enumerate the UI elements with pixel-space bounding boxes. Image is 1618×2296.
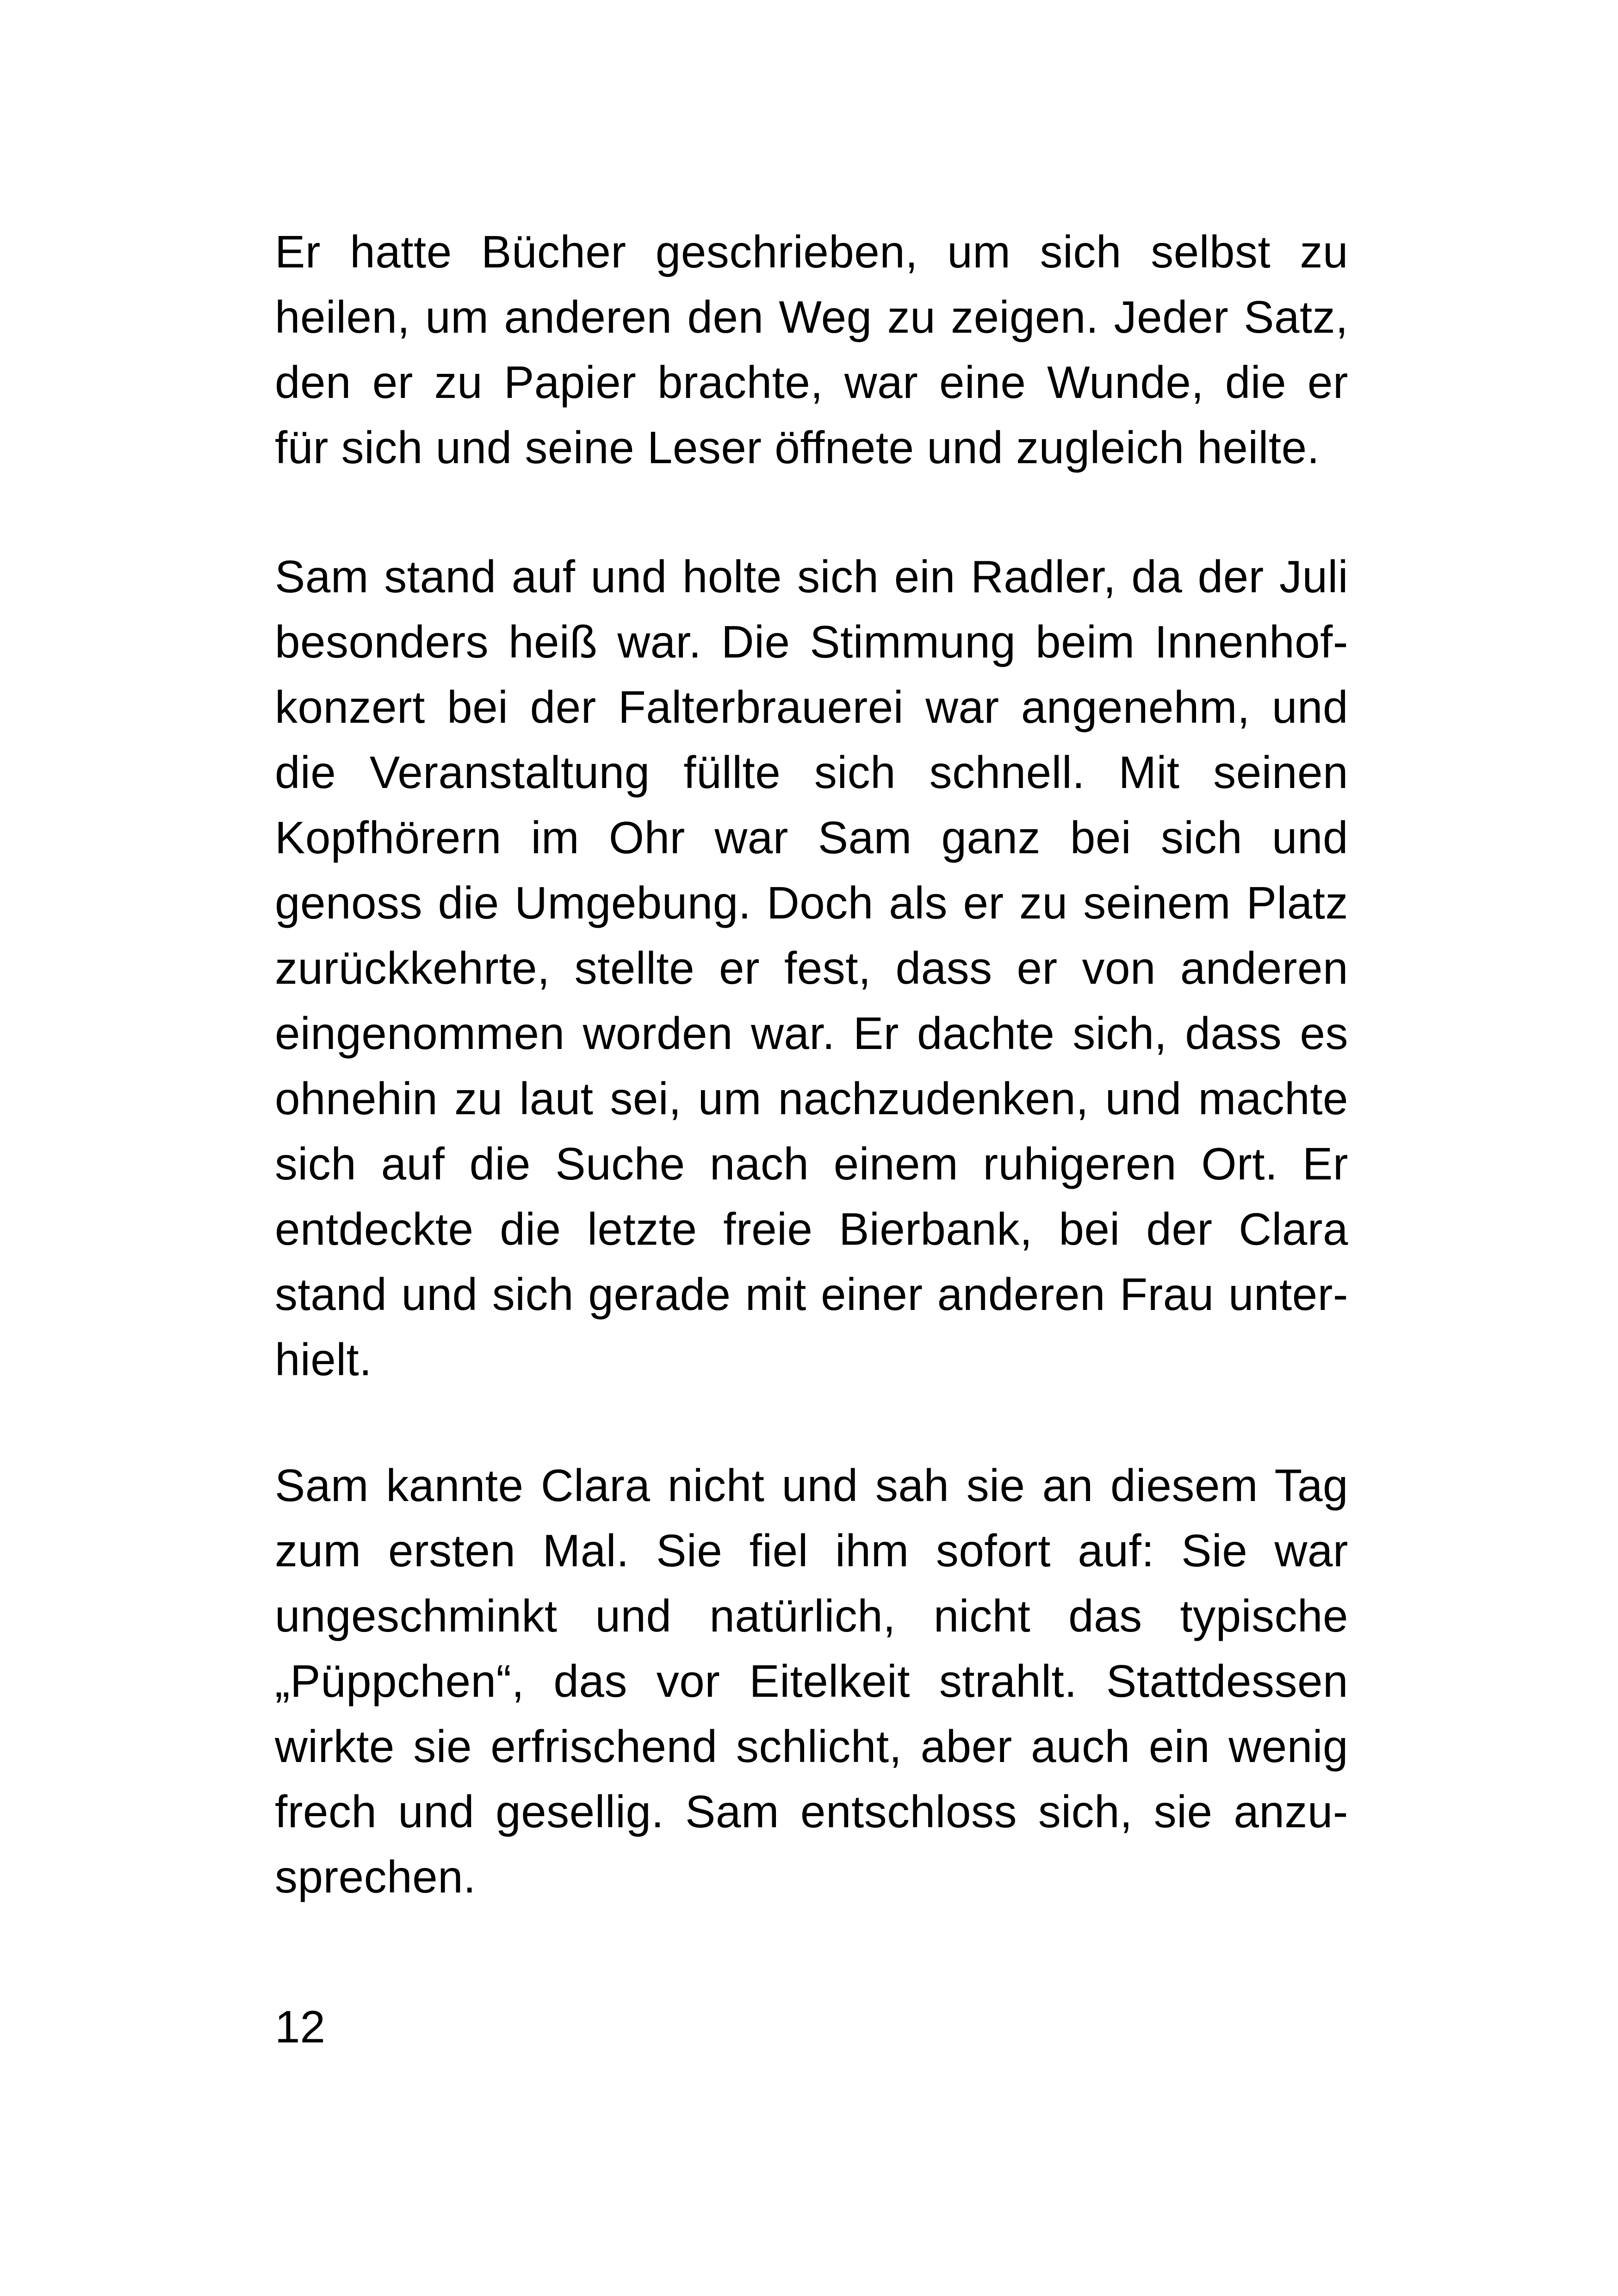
text-line: besonders heiß war. Die Stimmung beim Innenhof- [275, 616, 1348, 667]
page-number: 12 [275, 2001, 326, 2052]
paragraph-2 [275, 544, 1348, 1392]
text-line: konzert bei der Falterbrauerei war angenehm, und [275, 682, 1348, 732]
text-line: Sam stand auf und holte sich ein Radler, da der Juli [275, 551, 1348, 602]
text-line: sprechen. [275, 1851, 476, 1902]
text-line: ohnehin zu laut sei, um nachzudenken, und machte [275, 1073, 1348, 1124]
text-line: Kopfhörern im Ohr war Sam ganz bei sich und [275, 812, 1348, 863]
text-line: hielt. [275, 1334, 372, 1385]
text-line: „Püppchen“, das vor Eitelkeit strahlt. Stattdessen [275, 1656, 1348, 1706]
text-line: zurückkehrte, stellte er fest, dass er von anderen [275, 943, 1348, 993]
text-line: ungeschminkt und natürlich, nicht das typische [275, 1590, 1348, 1641]
text-line: frech und gesellig. Sam entschloss sich, sie anzu- [275, 1786, 1348, 1837]
paragraph-1 [275, 219, 1348, 480]
paragraph-3 [275, 1453, 1348, 1910]
text-line: zum ersten Mal. Sie fiel ihm sofort auf: Sie war [275, 1525, 1348, 1576]
text-line: Sam kannte Clara nicht und sah sie an diesem Tag [275, 1460, 1348, 1511]
text-line: genoss die Umgebung. Doch als er zu seinem Platz [275, 877, 1348, 928]
text-line: den er zu Papier brachte, war eine Wunde, die er [275, 357, 1348, 408]
text-line: wirkte sie erfrischend schlicht, aber auch ein wenig [275, 1721, 1348, 1772]
text-line: entdeckte die letzte freie Bierbank, bei der Clara [275, 1204, 1348, 1254]
text-line: stand und sich gerade mit einer anderen Frau unter- [275, 1269, 1348, 1320]
text-line: Er hatte Bücher geschrieben, um sich selbst zu [275, 226, 1348, 277]
text-line: sich auf die Suche nach einem ruhigeren Ort. Er [275, 1138, 1348, 1189]
text-line: die Veranstaltung füllte sich schnell. Mit seinen [275, 747, 1348, 798]
text-line: heilen, um anderen den Weg zu zeigen. Jeder Satz, [275, 292, 1348, 342]
text-line: für sich und seine Leser öffnete und zugleich heilte. [275, 422, 1320, 473]
text-line: eingenommen worden war. Er dachte sich, dass es [275, 1008, 1348, 1059]
